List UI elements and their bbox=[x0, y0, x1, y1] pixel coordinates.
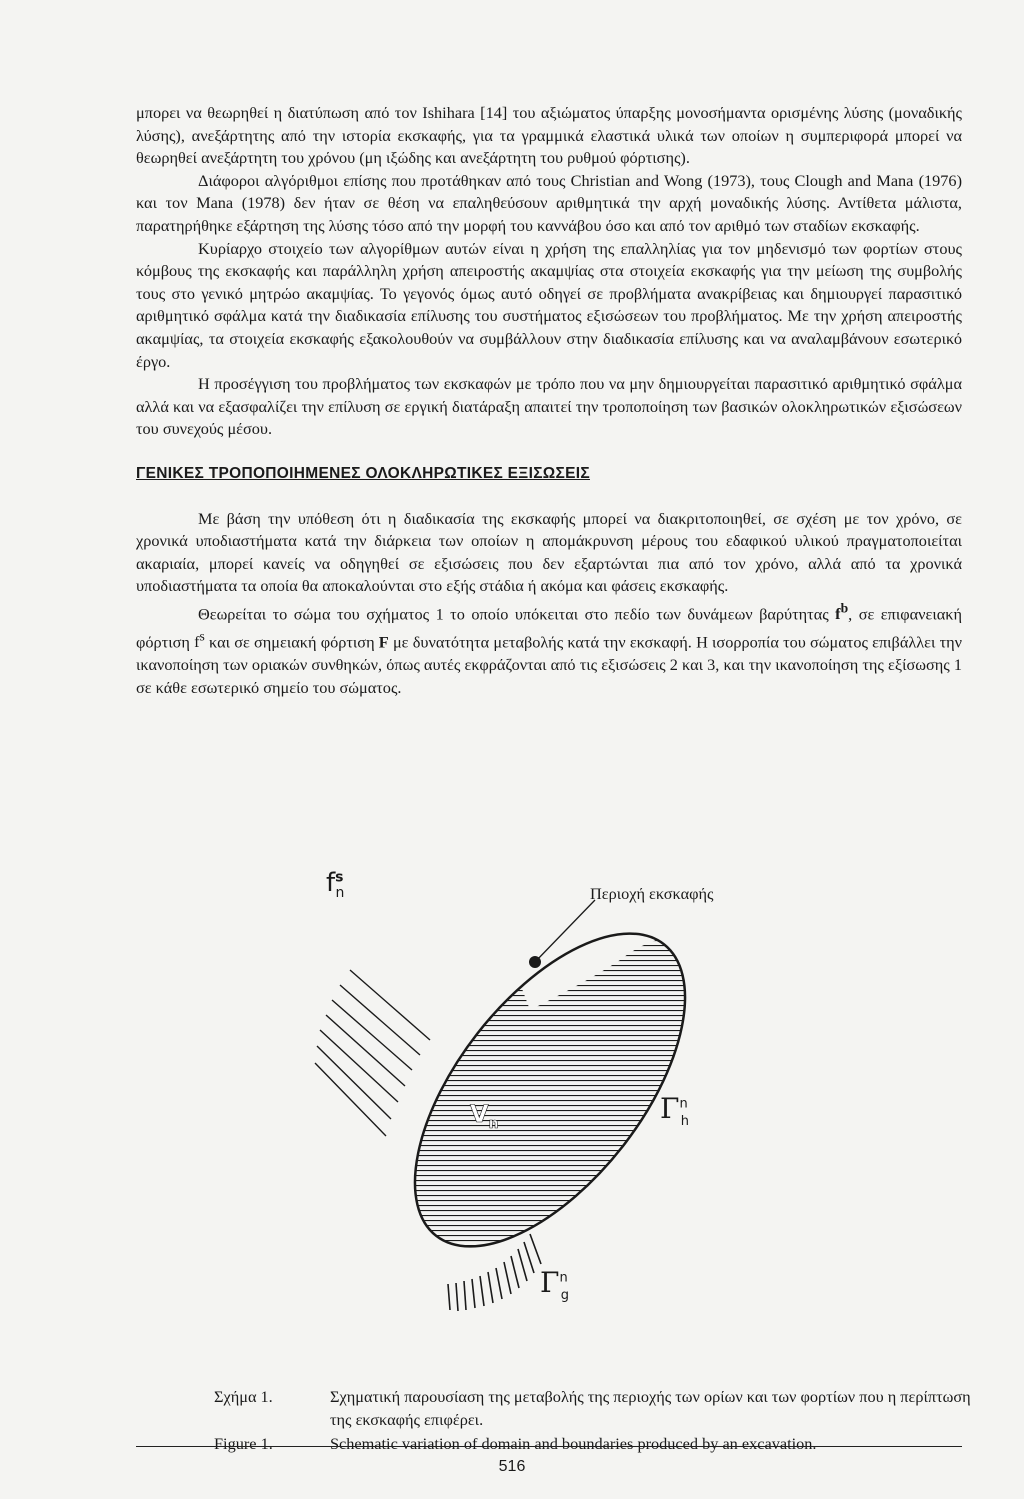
caption-key-greek: Σχήμα 1. bbox=[214, 1387, 273, 1406]
caption-english bbox=[214, 1433, 974, 1456]
paragraph: μπορει να θεωρηθεί η διατύπωση από τον Ishihara [14] του αξιώματος ύπαρξης μονοσήμαντα ορισμένης λύσης (μοναδικής λύσης), ανεξάρτητης από την ιστορία εκσκαφής, για τα γραμμικά ελαστικά υλικά των οποίων η συμπεριφορά μπορεί να θεωρηθεί ανεξάρτητη του χρόνου (μη ιξώδης και ανεξάρτητη του ρυθμού φόρτισης). bbox=[136, 103, 962, 168]
footer-rule bbox=[136, 1446, 962, 1447]
paragraph: Η προσέγγιση του προβλήματος των εκσκαφών με τρόπο που να μην δημιουργείται παρασιτικό αριθμητικό σφάλμα αλλά και να εξασφαλίζει την επίλυση σε εργική διατάραξη απαιτεί την τροποποίηση των βασικών ολοκληρωτικών εξισώσεων του συνεχούς μέσου. bbox=[136, 374, 962, 439]
paragraph: Κυρίαρχο στοιχείο των αλγορίθμων αυτών είναι η χρήση της επαλληλίας για τον μηδενισμό των φορτίων στους κόμβους της εκσκαφής και παράλληλη χρήση απειροστής ακαμψίας στα στοιχεία εκσκαφής για την μείωση της συμβολής τους στο γενικό μητρώο ακαμψίας. Το γεγονός όμως αυτό οδηγεί σε προβλήματα ανακρίβειας και δημιουργεί παρασιτικό αριθμητικό σφάλμα κατά την διαδικασία επίλυσης του συστήματος εξισώσεων του προβλήματος. Με την χρήση απειροστής ακαμψίας, τα στοιχεία εκσκαφής εξακολουθούν να συμβάλλουν στην διαδικασία επίλυσης και να αναλαμβάνουν εσωτερικό έργο. bbox=[136, 238, 962, 371]
surface-load-symbol: $f^s$ bbox=[194, 628, 205, 652]
gamma-h-label: $\Gamma^n_h$ bbox=[660, 1092, 689, 1129]
gravity-symbol: $f^b$ bbox=[835, 600, 849, 624]
point-load-symbol: F bbox=[378, 632, 389, 652]
pointer-dot bbox=[529, 956, 541, 968]
body-text bbox=[136, 102, 962, 699]
caption-greek bbox=[214, 1386, 974, 1431]
volume-label: $V_n$ bbox=[470, 1100, 499, 1132]
caption-key-english: Figure 1. bbox=[214, 1434, 273, 1454]
figure-excavation bbox=[290, 870, 810, 1340]
caption-text-english: Schematic variation of domain and boundaries produced by an excavation. bbox=[330, 1434, 817, 1454]
caption-text-greek: Σχηματική παρουσίαση της μεταβολής της περιοχής των ορίων και των φορτίων που η περίπτωση της εκσκαφής επιφέρει. bbox=[330, 1387, 971, 1429]
fs-label: $f^s_n$ bbox=[326, 868, 345, 902]
paragraph: Διάφοροι αλγόριθμοι επίσης που προτάθηκαν από τους Christian and Wong (1973), τους Clough and Mana (1976) και τον Mana (1978) δεν ήταν σε θέση να επαληθεύσουν αριθμητικά την αρχή μοναδικής λύσης. Αντίθετα μάλιστα, παρατηρήθηκε εξάρτηση της λύσης τόσο από την μορφή του καννάβου όσο και από τον αριθμό των σταδίων εκσκαφής. bbox=[136, 170, 962, 235]
gamma-g-label: $\Gamma^n_g$ bbox=[540, 1266, 569, 1303]
paragraph: Με βάση την υπόθεση ότι η διαδικασία της εκσκαφής μπορεί να διακριτοποιηθεί, σε σχέση με τον χρόνο, σε χρονικά υποδιαστήματα κατά την διάρκεια των οποίων η απομάκρυνση μέρους του εδαφικού υλικού πραγματοποιείται ακαριαία, μπορεί κανείς να οδηγηθεί σε εξισώσεις που δεν εξαρτώνται πια από τον χρόνο, αλλά από τα χρονικά υποδιαστήματα τα οποία θα αποκαλούνται στο εξής στάδια ή ακόμα και φάσεις εκσκαφής. bbox=[136, 508, 962, 596]
paragraph: Θεωρείται το σώμα του σχήματος 1 το οποίο υπόκειται στο πεδίο των δυνάμεων βαρύτητας $f^b$, σε επιφανειακή φόρτιση $f^s$ και σε σημειακή φόρτιση F με δυνατότητα μεταβολής κατά την εκσκαφή. Η ισορροπία του σώματος επιβάλλει την ικανοποίηση των οριακών συνθηκών, όπως αυτές εκφράζονται από τις εξισώσεις 2 και 3, και την ικανοποίηση της εξίσωσης 1 σε κάθε εσωτερικό σημείο του σώματος. bbox=[136, 600, 962, 697]
section-heading: ΓΕΝΙΚΕΣ ΤΡΟΠΟΠΟΙΗΜΕΝΕΣ ΟΛΟΚΛΗΡΩΤΙΚΕΣ ΕΞΙΣΩΣΕΙΣ bbox=[136, 464, 590, 482]
surface-load-lines bbox=[315, 970, 430, 1136]
page-number: 516 bbox=[498, 1458, 526, 1475]
region-label: Περιοχή εκσκαφής bbox=[590, 884, 714, 903]
